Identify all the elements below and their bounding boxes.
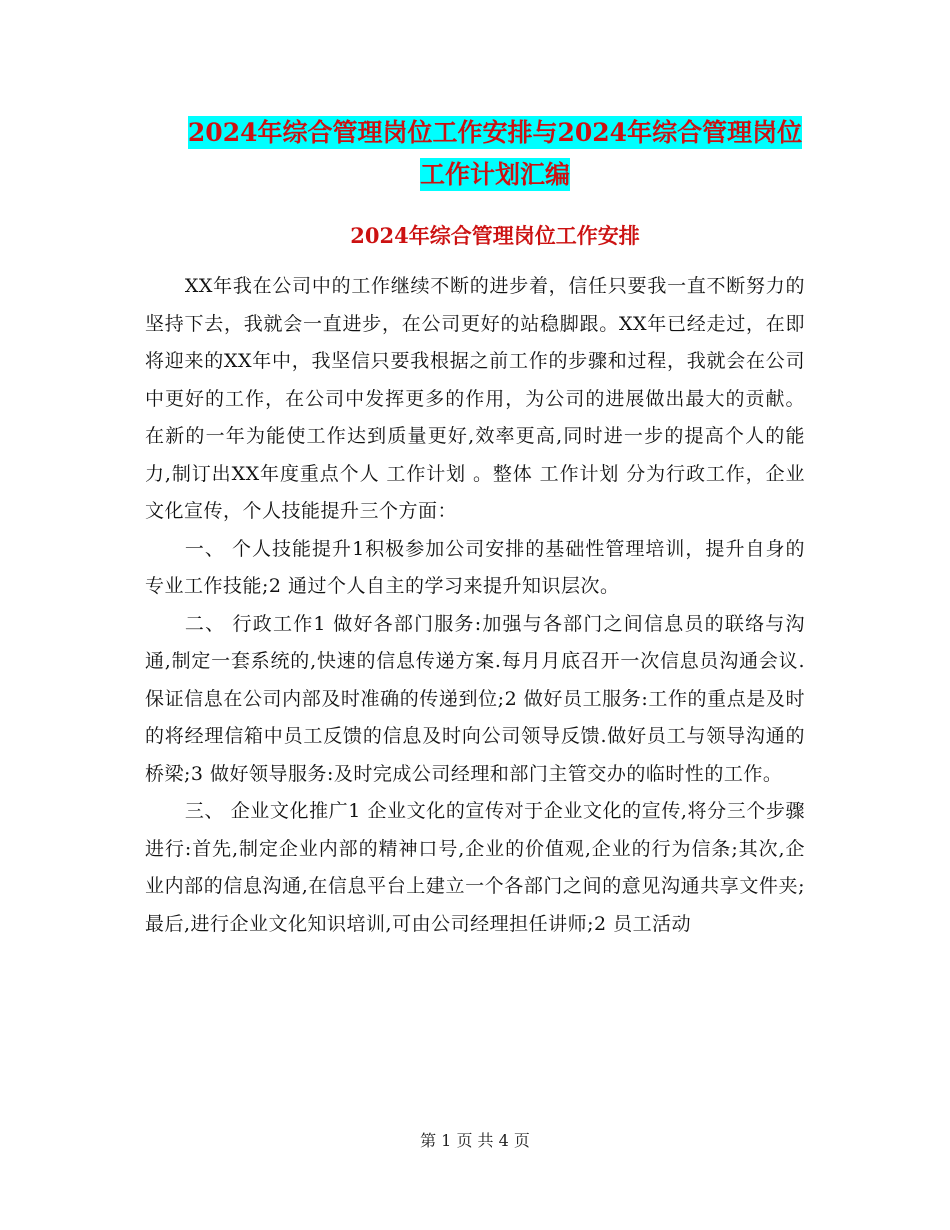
page-footer: 第 1 页 共 4 页 <box>420 1131 530 1150</box>
paragraph-culture: 三、 企业文化推广1 企业文化的宣传对于企业文化的宣传,将分三个步骤进行:首先,制定企业内部的精神口号,企业的价值观,企业的行为信条;其次,企业内部的信息沟通,在信息平台上建立一个各部门之间的意见沟通共享文件夹;最后,进行企业文化知识培训,可由公司经理担任讲师;2 员工活动 <box>145 800 805 935</box>
document-title <box>140 112 850 196</box>
document-title-line1: 2024年综合管理岗位工作安排与2024年综合管理岗位 <box>187 118 803 147</box>
paragraph-intro: XX年我在公司中的工作继续不断的进步着，信任只要我一直不断努力的坚持下去，我就会一直进步，在公司更好的站稳脚跟。XX年已经走过，在即将迎来的XX年中，我坚信只要我根据之前工作的步骤和过程，我就会在公司中更好的工作，在公司中发挥更多的作用，为公司的进展做出最大的贡献。在新的一年为能使工作达到质量更好,效率更高,同时进一步的提高个人的能力,制订出XX年度重点个人 工作计划 。整体 工作计划 分为行政工作，企业文化宣传，个人技能提升三个方面： <box>145 275 805 522</box>
document-body <box>145 268 805 943</box>
document-title-line2: 工作计划汇编 <box>419 160 570 189</box>
paragraph-skills: 一、 个人技能提升1积极参加公司安排的基础性管理培训，提升自身的专业工作技能;2 通过个人自主的学习来提升知识层次。 <box>145 537 805 597</box>
paragraph-admin: 二、 行政工作1 做好各部门服务:加强与各部门之间信息员的联络与沟通,制定一套系统的,快速的信息传递方案.每月月底召开一次信息员沟通会议.保证信息在公司内部及时准确的传递到位;2 做好员工服务:工作的重点是及时的将经理信箱中员工反馈的信息及时向公司领导反馈.做好员工与领导沟通的桥梁;3 做好领导服务:及时完成公司经理和部门主管交办的临时性的工作。 <box>145 612 805 785</box>
section-title: 2024年综合管理岗位工作安排 <box>350 223 640 248</box>
